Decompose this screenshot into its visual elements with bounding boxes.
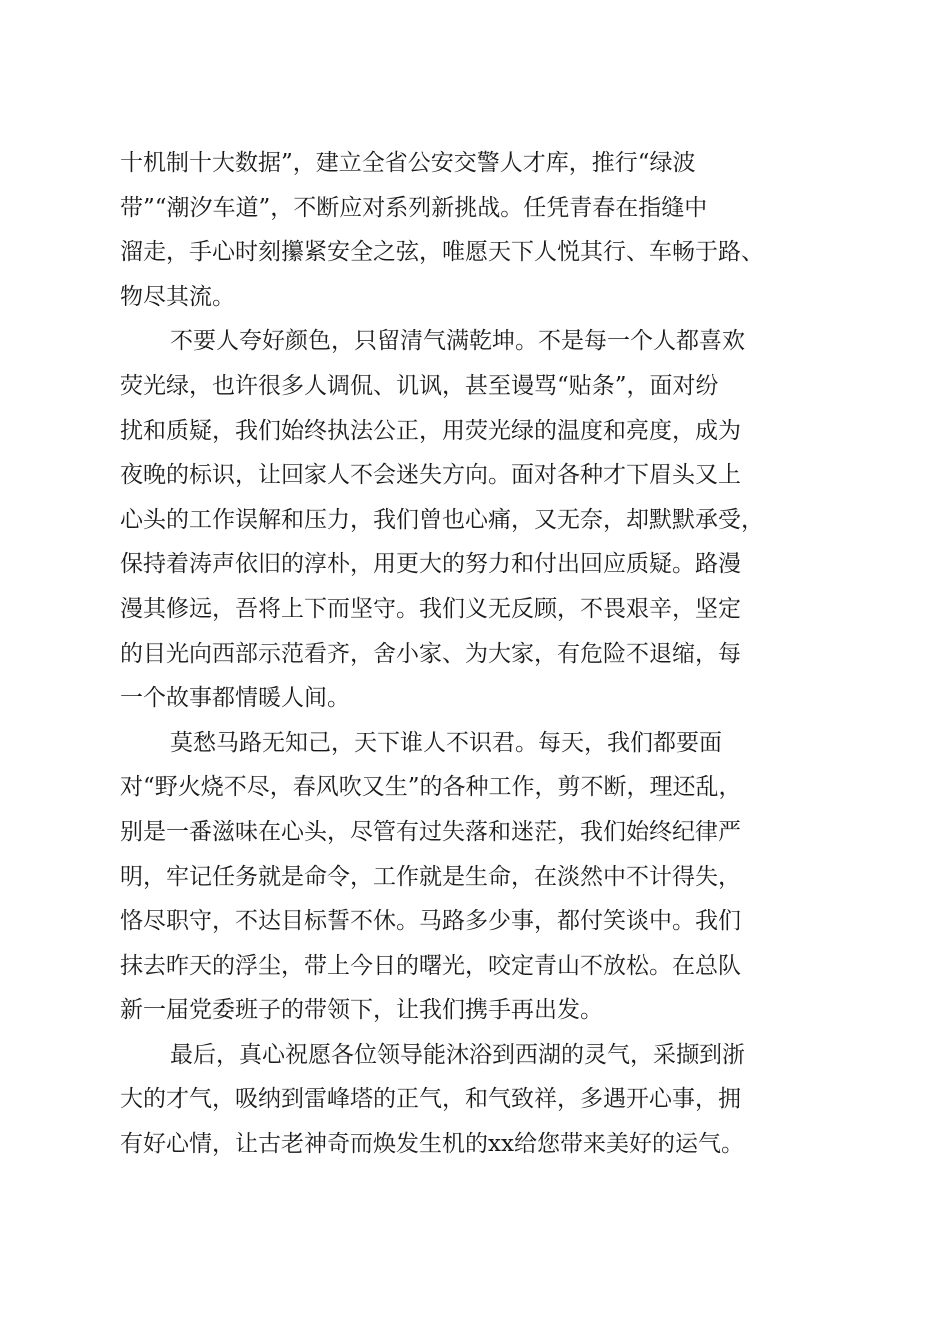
paragraph-line: 心头的工作误解和压力，我们曾也心痛，又无奈，却默默承受， <box>120 506 764 533</box>
paragraph-1 <box>120 141 850 319</box>
paragraph-line: 恪尽职守，不达目标誓不休。马路多少事，都付笑谈中。我们 <box>120 908 741 935</box>
paragraph-line: 一个故事都情暖人间。 <box>120 685 350 712</box>
paragraph-line: 对“野火烧不尽，春风吹又生”的各种工作，剪不断，理还乱， <box>120 774 742 801</box>
paragraph-line: 漫其修远，吾将上下而坚守。我们义无反顾，不畏艰辛，坚定 <box>120 595 741 622</box>
paragraph-line: 抹去昨天的浮尘，带上今日的曙光，咬定青山不放松。在总队 <box>120 952 741 979</box>
paragraph-line: 别是一番滋味在心头，尽管有过失落和迷茫，我们始终纪律严 <box>120 818 741 845</box>
paragraph-line: 带”“潮汐车道”，不断应对系列新挑战。任凭青春在指缝中 <box>120 194 708 221</box>
paragraph-line: 最后，真心祝愿各位领导能沐浴到西湖的灵气，采撷到浙 <box>170 1041 745 1068</box>
paragraph-line: 十机制十大数据”，建立全省公安交警人才库，推行“绿波 <box>120 150 696 176</box>
paragraph-line: 荧光绿，也许很多人调侃、讥讽，甚至谩骂“贴条”，面对纷 <box>120 372 719 399</box>
paragraph-line: 的目光向西部示范看齐，舍小家、为大家，有危险不退缩，每 <box>120 640 741 667</box>
paragraph-line: 夜晚的标识，让回家人不会迷失方向。面对各种才下眉头又上 <box>120 462 741 489</box>
paragraph-line: 不要人夸好颜色，只留清气满乾坤。不是每一个人都喜欢 <box>170 328 745 355</box>
paragraph-line: 溜走，手心时刻攥紧安全之弦，唯愿天下人悦其行、车畅于路、 <box>120 239 764 266</box>
paragraph-line: 新一届党委班子的带领下，让我们携手再出发。 <box>120 997 603 1024</box>
paragraph-3 <box>120 721 850 1033</box>
paragraph-line: 大的才气，吸纳到雷峰塔的正气，和气致祥，多遇开心事，拥 <box>120 1086 741 1113</box>
paragraph-2 <box>120 319 850 720</box>
paragraph-4 <box>120 1033 850 1167</box>
document-body <box>120 141 850 1167</box>
paragraph-line: 保持着涛声依旧的淳朴，用更大的努力和付出回应质疑。路漫 <box>120 551 741 578</box>
paragraph-line: 莫愁马路无知己，天下谁人不识君。每天，我们都要面 <box>170 729 722 756</box>
paragraph-line: 明，牢记任务就是命令，工作就是生命，在淡然中不计得失， <box>120 863 741 890</box>
paragraph-line: 物尽其流。 <box>120 283 235 310</box>
paragraph-line: 扰和质疑，我们始终执法公正，用荧光绿的温度和亮度，成为 <box>120 417 741 444</box>
paragraph-line: 有好心情，让古老神奇而焕发生机的xx给您带来美好的运气。 <box>120 1131 744 1158</box>
